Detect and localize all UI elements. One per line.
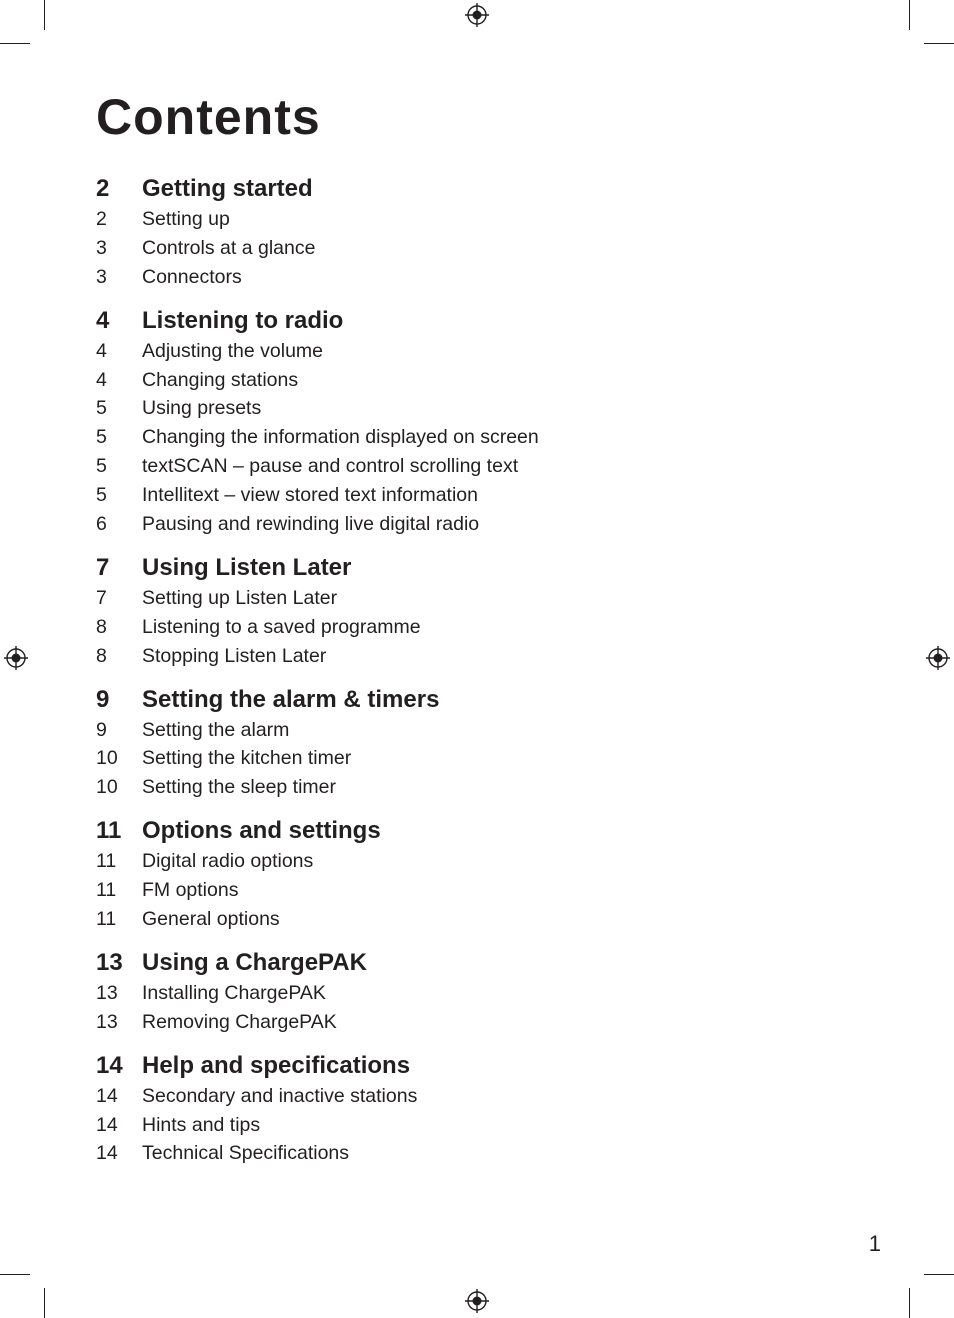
entry-title: Listening to a saved programme [142, 615, 421, 638]
entry-title: Intellitext – view stored text information [142, 484, 478, 507]
section-heading[interactable] [96, 305, 796, 337]
entry-title: Installing ChargePAK [142, 981, 326, 1004]
entry-page-number: 14 [96, 1142, 118, 1165]
crop-mark-icon [924, 43, 954, 44]
toc-entry[interactable] [96, 1008, 796, 1037]
entry-page-number: 8 [96, 615, 107, 638]
section-title: Help and specifications [142, 1051, 411, 1079]
section-page-number: 13 [96, 948, 123, 976]
registration-mark-icon [464, 1288, 490, 1314]
toc-entry[interactable] [96, 394, 796, 423]
toc-entry[interactable] [96, 744, 796, 773]
toc-entry[interactable] [96, 205, 796, 234]
entry-page-number: 5 [96, 426, 107, 449]
section-heading[interactable] [96, 815, 796, 847]
table-of-contents [96, 173, 796, 1168]
entry-title: Digital radio options [142, 850, 314, 873]
toc-entry[interactable] [96, 1111, 796, 1140]
toc-section [96, 305, 796, 539]
entry-title: Setting the kitchen timer [142, 747, 352, 770]
section-title: Listening to radio [142, 306, 344, 334]
section-title: Using Listen Later [142, 553, 352, 581]
toc-entry[interactable] [96, 716, 796, 745]
section-heading[interactable] [96, 684, 796, 716]
toc-section [96, 552, 796, 671]
toc-section [96, 173, 796, 292]
entry-title: Changing the information displayed on screen [142, 426, 539, 449]
section-heading[interactable] [96, 1050, 796, 1082]
entry-page-number: 2 [96, 208, 107, 230]
section-page-number: 2 [96, 175, 110, 202]
entry-title: Using presets [142, 397, 262, 420]
entry-page-number: 10 [96, 776, 118, 799]
toc-entry[interactable] [96, 773, 796, 802]
toc-entry[interactable] [96, 452, 796, 481]
entry-page-number: 5 [96, 455, 107, 478]
toc-entry[interactable] [96, 234, 796, 263]
entry-page-number: 3 [96, 265, 107, 288]
registration-mark-icon [464, 2, 490, 28]
section-title: Using a ChargePAK [142, 948, 367, 976]
entry-title: Controls at a glance [142, 236, 316, 259]
entry-page-number: 14 [96, 1113, 118, 1136]
registration-mark-icon [3, 645, 29, 671]
section-page-number: 11 [96, 817, 122, 845]
section-page-number: 14 [96, 1051, 123, 1079]
entry-title: Secondary and inactive stations [142, 1084, 418, 1107]
entry-title: Setting up [142, 208, 230, 230]
entry-page-number: 11 [96, 879, 117, 902]
entry-title: Pausing and rewinding live digital radio [142, 513, 480, 536]
section-title: Options and settings [142, 817, 381, 845]
entry-page-number: 11 [96, 908, 117, 931]
section-heading[interactable] [96, 947, 796, 979]
section-heading[interactable] [96, 173, 796, 205]
entry-page-number: 9 [96, 718, 107, 741]
toc-entry[interactable] [96, 366, 796, 395]
toc-section [96, 1050, 796, 1169]
section-heading[interactable] [96, 552, 796, 584]
crop-mark-icon [909, 1288, 910, 1318]
toc-entry[interactable] [96, 847, 796, 876]
entry-title: Technical Specifications [142, 1142, 350, 1165]
toc-entry[interactable] [96, 1082, 796, 1111]
toc-entry[interactable] [96, 979, 796, 1008]
entry-page-number: 4 [96, 339, 107, 362]
entry-title: FM options [142, 879, 239, 902]
entry-title: General options [142, 908, 280, 931]
entry-page-number: 14 [96, 1084, 118, 1107]
section-page-number: 9 [96, 685, 110, 713]
toc-entry[interactable] [96, 337, 796, 366]
entry-title: Changing stations [142, 368, 299, 391]
toc-section [96, 947, 796, 1037]
entry-page-number: 10 [96, 747, 118, 770]
entry-title: Setting the alarm [142, 718, 290, 741]
entry-page-number: 5 [96, 397, 107, 420]
crop-mark-icon [44, 0, 45, 30]
entry-title: Stopping Listen Later [142, 644, 327, 667]
entry-title: Removing ChargePAK [142, 1010, 337, 1033]
registration-mark-icon [925, 645, 951, 671]
entry-page-number: 5 [96, 484, 107, 507]
entry-page-number: 13 [96, 1010, 118, 1033]
toc-entry[interactable] [96, 263, 796, 292]
crop-mark-icon [0, 1274, 30, 1275]
entry-page-number: 7 [96, 586, 107, 609]
toc-entry[interactable] [96, 613, 796, 642]
toc-entry[interactable] [96, 1139, 796, 1168]
entry-title: Setting up Listen Later [142, 586, 338, 609]
toc-entry[interactable] [96, 584, 796, 613]
page-title: Contents [96, 89, 321, 145]
toc-entry[interactable] [96, 510, 796, 539]
toc-entry[interactable] [96, 642, 796, 671]
entry-title: Hints and tips [142, 1113, 261, 1136]
toc-section [96, 684, 796, 803]
toc-section [96, 815, 796, 934]
section-page-number: 4 [96, 306, 110, 334]
entry-title: textSCAN – pause and control scrolling text [142, 455, 519, 478]
entry-page-number: 8 [96, 644, 107, 667]
section-title: Getting started [142, 175, 313, 202]
entry-page-number: 13 [96, 981, 118, 1004]
toc-entry[interactable] [96, 423, 796, 452]
crop-mark-icon [0, 43, 30, 44]
toc-entry[interactable] [96, 905, 796, 934]
entry-page-number: 6 [96, 513, 107, 536]
entry-title: Setting the sleep timer [142, 776, 337, 799]
section-page-number: 7 [96, 553, 110, 581]
entry-title: Adjusting the volume [142, 339, 324, 362]
entry-title: Connectors [142, 265, 242, 288]
toc-entry[interactable] [96, 481, 796, 510]
crop-mark-icon [924, 1274, 954, 1275]
section-title: Setting the alarm & timers [142, 685, 440, 713]
crop-mark-icon [909, 0, 910, 30]
page-number: 1 [868, 1231, 881, 1256]
toc-entry[interactable] [96, 876, 796, 905]
entry-page-number: 3 [96, 236, 107, 259]
crop-mark-icon [44, 1288, 45, 1318]
entry-page-number: 4 [96, 368, 107, 391]
entry-page-number: 11 [96, 850, 117, 873]
